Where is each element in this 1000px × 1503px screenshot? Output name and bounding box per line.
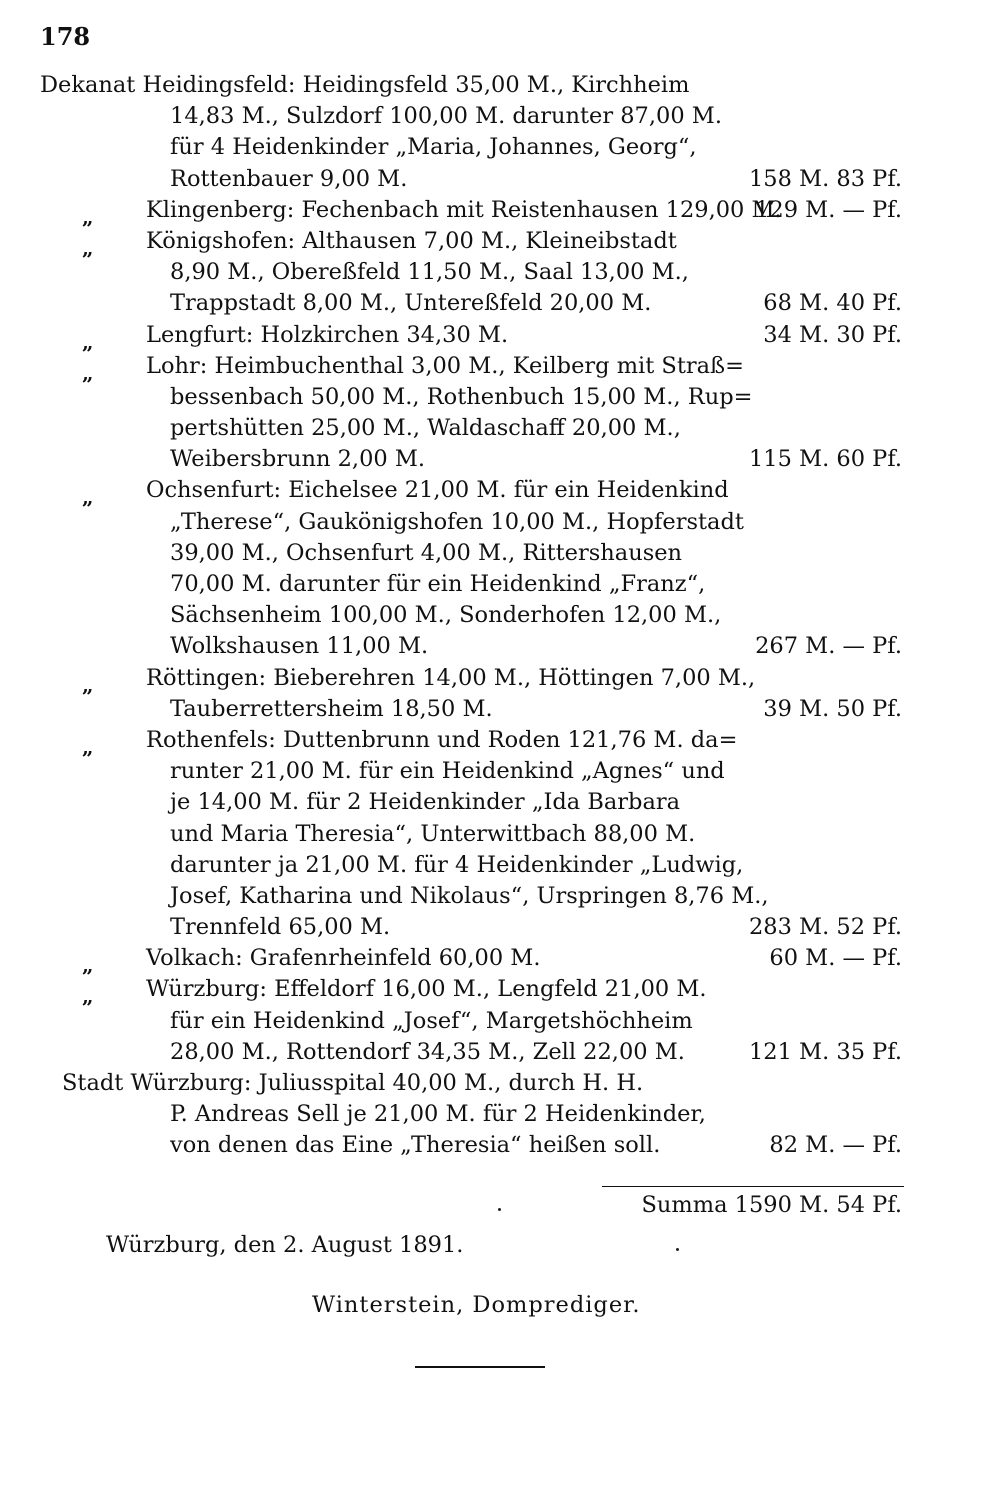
entry-line: [0, 943, 1000, 974]
entry-line-text: für 4 Heidenkinder „Maria, Johannes, Georg“,: [170, 134, 697, 161]
entry-line-text: pertshütten 25,00 M., Waldaschaff 20,00 M.,: [170, 415, 681, 442]
entry-line-text: 28,00 M., Rottendorf 34,35 M., Zell 22,00 M.: [170, 1038, 685, 1065]
ditto-mark: „: [82, 672, 94, 697]
total-rule: [602, 1186, 904, 1187]
entry-line-text: Wolkshausen 11,00 M.: [170, 633, 429, 660]
entry-amount: 158 M. 83 Pf.: [748, 165, 902, 192]
entry-line: [0, 881, 1000, 912]
entry-amount: 129 M. — Pf.: [755, 196, 902, 223]
ditto-mark: „: [82, 984, 94, 1009]
entry-koenigshofen: [0, 226, 1000, 320]
entry-line-text: darunter ja 21,00 M. für 4 Heidenkinder „Ludwig,: [170, 851, 744, 878]
entry-line-text: für ein Heidenkind „Josef“, Margetshöchheim: [170, 1007, 693, 1034]
entry-lohr: [0, 351, 1000, 476]
entry-line-text: von denen das Eine „Theresia“ heißen soll.: [170, 1132, 661, 1159]
entry-line: [0, 132, 1000, 163]
entry-line-text: „Therese“, Gaukönigshofen 10,00 M., Hopferstadt: [170, 508, 744, 535]
entry-amount: 60 M. — Pf.: [769, 945, 902, 972]
ditto-mark: „: [82, 953, 94, 978]
entry-amount: 267 M. — Pf.: [755, 633, 902, 660]
donation-list: [0, 70, 1000, 1162]
entry-line: [0, 195, 1000, 226]
entry-line: [0, 444, 1000, 475]
entry-line-text: und Maria Theresia“, Unterwittbach 88,00 M.: [170, 820, 696, 847]
entry-wuerzburg: [0, 974, 1000, 1068]
entry-line: [0, 725, 1000, 756]
entry-rothenfels: [0, 725, 1000, 943]
entry-line-text: Ochsenfurt: Eichelsee 21,00 M. für ein Heidenkind: [146, 477, 729, 504]
entry-line: [0, 912, 1000, 943]
entry-line: [0, 538, 1000, 569]
entry-line: [0, 101, 1000, 132]
entry-amount: 82 M. — Pf.: [769, 1132, 902, 1159]
entry-line: [0, 382, 1000, 413]
entry-line: [0, 1099, 1000, 1130]
print-speck: [498, 1208, 501, 1211]
ditto-mark: „: [82, 235, 94, 260]
entry-line: [0, 288, 1000, 319]
closing-rule: [415, 1366, 545, 1368]
entry-line-text: Trappstadt 8,00 M., Untereßfeld 20,00 M.: [170, 290, 652, 317]
entry-line: [0, 413, 1000, 444]
entry-line: [0, 475, 1000, 506]
entry-line: [0, 1037, 1000, 1068]
entry-amount: 39 M. 50 Pf.: [763, 695, 902, 722]
entry-line-text: Klingenberg: Fechenbach mit Reistenhausen 129,00 M.: [146, 196, 782, 223]
entry-line: [0, 974, 1000, 1005]
entry-line-text: Josef, Katharina und Nikolaus“, Urspringen 8,76 M.,: [170, 882, 769, 909]
entry-line: [0, 1068, 1000, 1099]
entry-line-text: 39,00 M., Ochsenfurt 4,00 M., Rittershausen: [170, 539, 683, 566]
entry-line: [0, 694, 1000, 725]
entry-line-text: Weibersbrunn 2,00 M.: [170, 446, 426, 473]
page-number: 178: [40, 22, 91, 51]
entry-roettingen: [0, 663, 1000, 725]
entry-line-text: Rothenfels: Duttenbrunn und Roden 121,76 M. da=: [146, 726, 738, 753]
print-speck: [676, 1248, 679, 1251]
entry-line: [0, 631, 1000, 662]
entry-line-text: 70,00 M. darunter für ein Heidenkind „Franz“,: [170, 571, 706, 597]
entry-amount: 68 M. 40 Pf.: [763, 290, 902, 317]
entry-line: [0, 70, 1000, 101]
ditto-mark: „: [82, 360, 94, 385]
entry-line-text: Würzburg: Effeldorf 16,00 M., Lengfeld 21,00 M.: [146, 976, 707, 1003]
entry-lengfurt: [0, 320, 1000, 354]
entry-line-text: Dekanat Heidingsfeld: Heidingsfeld 35,00 M., Kirchheim: [40, 72, 690, 98]
entry-line: [0, 850, 1000, 881]
entry-line: [0, 787, 1000, 818]
entry-line-text: P. Andreas Sell je 21,00 M. für 2 Heidenkinder,: [170, 1101, 706, 1128]
entry-amount: 115 M. 60 Pf.: [748, 446, 902, 473]
entry-ochsenfurt: [0, 475, 1000, 662]
entry-line-text: 14,83 M., Sulzdorf 100,00 M. darunter 87,00 M.: [170, 103, 722, 130]
entry-line-text: je 14,00 M. für 2 Heidenkinder „Ida Barbara: [170, 789, 681, 816]
entry-line-text: Stadt Würzburg: Juliusspital 40,00 M., durch H. H.: [62, 1070, 644, 1096]
entry-line-text: Volkach: Grafenrheinfeld 60,00 M.: [146, 945, 541, 972]
entry-volkach: [0, 943, 1000, 978]
entry-line: [0, 756, 1000, 787]
entry-amount: 34 M. 30 Pf.: [763, 321, 902, 348]
entry-line: [0, 507, 1000, 538]
entry-line-text: bessenbach 50,00 M., Rothenbuch 15,00 M., Rup=: [170, 383, 753, 410]
entry-line: [0, 1130, 1000, 1161]
entry-line: [0, 600, 1000, 631]
ditto-mark: „: [82, 329, 94, 354]
entry-line: [0, 351, 1000, 382]
entry-line-text: Lohr: Heimbuchenthal 3,00 M., Keilberg mit Straß=: [146, 352, 744, 379]
entry-amount: 121 M. 35 Pf.: [748, 1038, 902, 1065]
entry-line: [0, 164, 1000, 195]
entry-line-text: 8,90 M., Obereßfeld 11,50 M., Saal 13,00 M.,: [170, 259, 689, 286]
entry-line-text: Rottenbauer 9,00 M.: [170, 165, 408, 192]
ditto-mark: „: [82, 734, 94, 759]
ditto-mark: „: [82, 485, 94, 510]
date-line: Würzburg, den 2. August 1891.: [106, 1232, 464, 1258]
entry-line: [0, 226, 1000, 257]
entry-line-text: Sächsenheim 100,00 M., Sonderhofen 12,00 M.,: [170, 602, 722, 629]
entry-line-text: Lengfurt: Holzkirchen 34,30 M.: [146, 321, 509, 348]
entry-amount: 283 M. 52 Pf.: [748, 914, 902, 941]
entry-line-text: Königshofen: Althausen 7,00 M., Kleineibstadt: [146, 227, 677, 254]
entry-line: [0, 320, 1000, 351]
ditto-mark: „: [82, 204, 94, 229]
entry-line: [0, 1006, 1000, 1037]
entry-line: [0, 819, 1000, 850]
entry-line: [0, 569, 1000, 600]
entry-dekanat-heidingsfeld: [0, 70, 1000, 195]
entry-line: [0, 663, 1000, 694]
entry-line-text: Trennfeld 65,00 M.: [170, 914, 391, 941]
entry-stadt-wuerzburg: [0, 1068, 1000, 1162]
entry-line-text: Tauberrettersheim 18,50 M.: [170, 695, 493, 722]
summa-total: Summa 1590 M. 54 Pf.: [641, 1192, 902, 1218]
entry-line-text: Röttingen: Bieberehren 14,00 M., Höttingen 7,00 M.,: [146, 664, 756, 691]
signature: Winterstein, Domprediger.: [312, 1292, 641, 1318]
entry-klingenberg: [0, 195, 1000, 229]
entry-line-text: runter 21,00 M. für ein Heidenkind „Agnes“ und: [170, 758, 725, 785]
entry-line: [0, 257, 1000, 288]
